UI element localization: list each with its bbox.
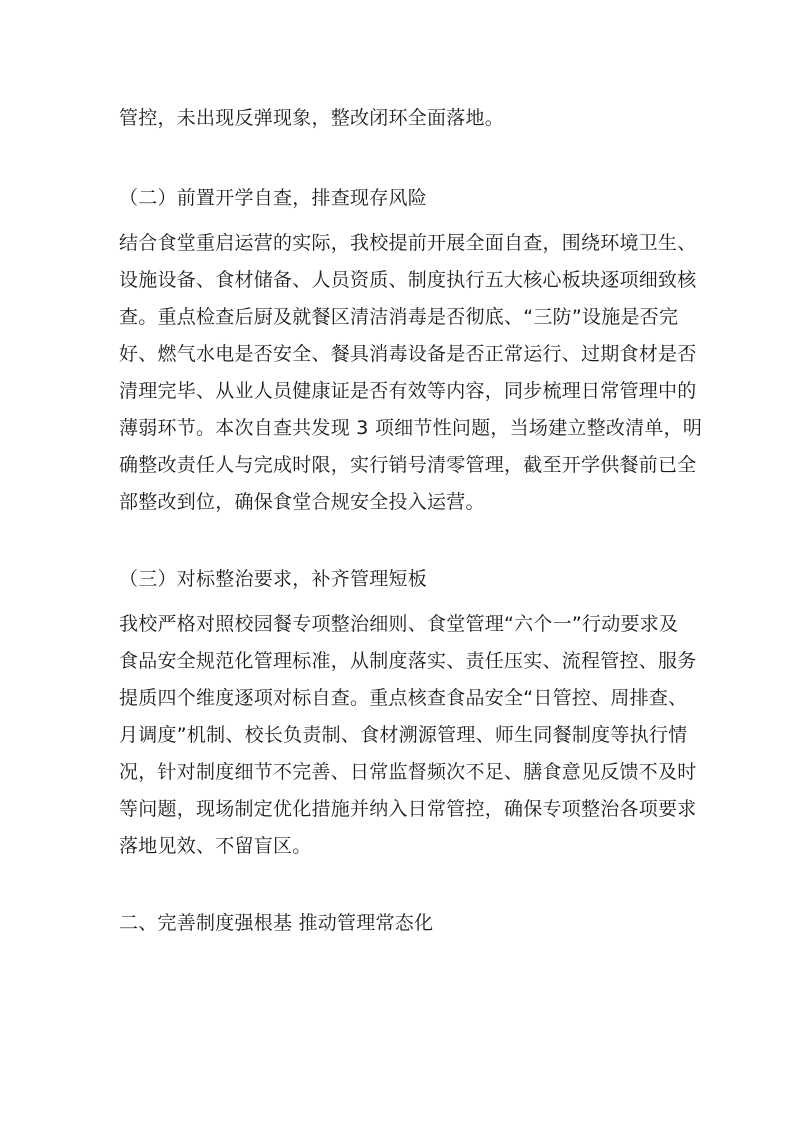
paragraph-line: 月调度”机制、校长负责制、食材溯源管理、师生同餐制度等执行情 (119, 724, 688, 746)
paragraph-line: 好、燃气水电是否安全、餐具消毒设备是否正常运行、过期食材是否 (119, 343, 697, 365)
paragraph-line: 薄弱环节。本次自查共发现 3 项细节性问题，当场建立整改清单，明 (119, 417, 703, 439)
paragraph-line: 况，针对制度细节不完善、日常监督频次不足、膳食意见反馈不及时 (119, 761, 697, 783)
paragraph-line: 设施设备、食材储备、人员资质、制度执行五大核心板块逐项细致核 (119, 269, 697, 291)
section-heading: （二）前置开学自查，排查现存风险 (119, 187, 428, 209)
paragraph-line: 我校严格对照校园餐专项整治细则、食堂管理“六个一”行动要求及 (119, 613, 679, 635)
paragraph-line: 等问题，现场制定优化措施并纳入日常管控，确保专项整治各项要求 (119, 798, 697, 820)
paragraph-line: 清理完毕、从业人员健康证是否有效等内容，同步梳理日常管理中的 (119, 380, 697, 402)
paragraph-line: 确整改责任人与完成时限，实行销号清零管理，截至开学供餐前已全 (119, 454, 697, 476)
paragraph-line: 提质四个维度逐项对标自查。重点核查食品安全“日管控、周排查、 (119, 687, 688, 709)
section-heading: （三）对标整治要求，补齐管理短板 (119, 568, 428, 590)
chapter-heading: 二、完善制度强根基 推动管理常态化 (119, 912, 434, 934)
paragraph-line: 落地见效、不留盲区。 (119, 835, 312, 857)
paragraph-line: 管控，未出现反弹现象，整改闭环全面落地。 (119, 107, 505, 129)
paragraph-line: 部整改到位，确保食堂合规安全投入运营。 (119, 491, 485, 513)
paragraph-line: 结合食堂重启运营的实际，我校提前开展全面自查，围绕环境卫生、 (119, 232, 697, 254)
paragraph-line: 食品安全规范化管理标准，从制度落实、责任压实、流程管控、服务 (119, 650, 697, 672)
paragraph-line: 查。重点检查后厨及就餐区清洁消毒是否彻底、“三防”设施是否完 (119, 306, 679, 328)
